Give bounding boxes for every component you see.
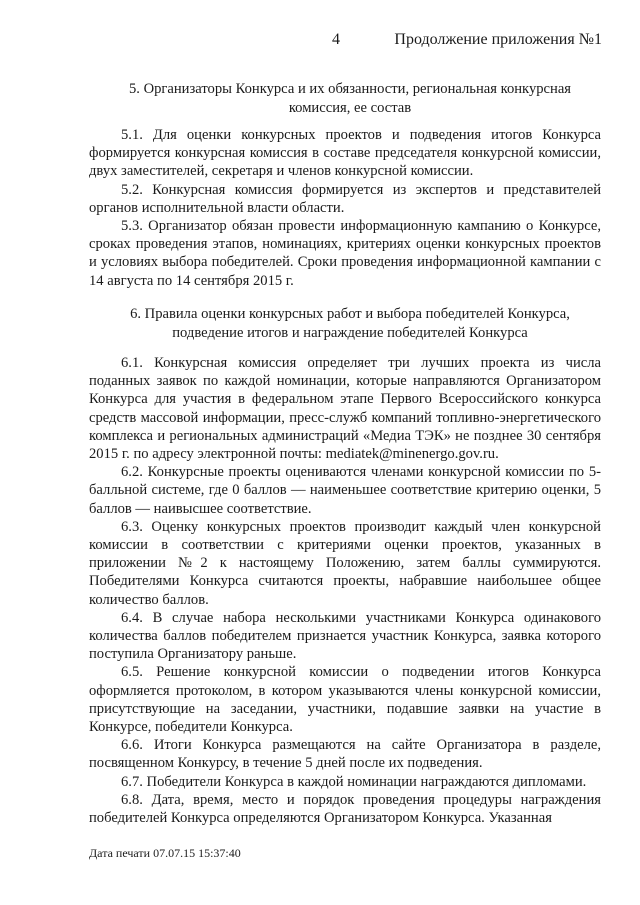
paragraph-6-1: 6.1. Конкурсная комиссия определяет три лучших проекта из числа поданных заявок по каждой номинации, которые направляются Организатором Конкурса для участия в федеральном этапе Первого Всероссийского конкурса средств массовой информации, пресс-служб компаний топливно-энергетического комплекса и региональных администраций «Медиа ТЭК» не позднее 30 сентября 2015 г. по адресу электронной почты: mediatek@minenergo.gov.ru. <box>89 355 601 463</box>
paragraph-5-1: 5.1. Для оценки конкурсных проектов и подведения итогов Конкурса формируется конкурсная комиссия в составе председателя конкурсной комиссии, двух заместителей, секретаря и членов конкурсной комиссии. <box>89 127 601 180</box>
paragraph-6-6: 6.6. Итоги Конкурса размещаются на сайте Организатора в разделе, посвященном Конкурсу, в течение 5 дней после их подведения. <box>89 737 601 772</box>
paragraph-6-5: 6.5. Решение конкурсной комиссии о подведении итогов Конкурса оформляется протоколом, в котором указываются члены конкурсной комиссии, присутствующие на заседании, участники, подавшие заявки на участие в Конкурсе, победители Конкурса. <box>89 664 601 736</box>
section-5-heading <box>90 80 610 118</box>
section-6-heading <box>90 305 610 343</box>
paragraph-6-3: 6.3. Оценку конкурсных проектов производит каждый член конкурсной комиссии в соответствии с критериями оценки проектов, указанных в приложении №2 к настоящему Положению, затем баллы суммируются. Победителями Конкурса считаются проекты, набравшие наибольшее общее количество баллов. <box>89 518 601 608</box>
section-5-body <box>89 126 601 290</box>
section-5-heading-line-2: комиссия, ее состав <box>288 100 412 116</box>
section-6-heading-line-1: 6. Правила оценки конкурсных работ и выбора победителей Конкурса, <box>130 306 570 322</box>
print-date-footer: Дата печати 07.07.15 15:37:40 <box>89 846 241 860</box>
paragraph-6-2: 6.2. Конкурсные проекты оцениваются членами конкурсной комиссии по 5-балльной системе, где 0 баллов — наименьшее соответствие критерию оценки, 5 баллов — наивысшее соответствие. <box>89 464 601 517</box>
paragraph-5-3: 5.3. Организатор обязан провести информационную кампанию о Конкурсе, сроках проведения этапов, номинациях, критериях оценки конкурсных проектов и условиях выбора победителей. Сроки проведения информационной кампании с 14 августа по 14 сентября 2015 г. <box>89 218 601 289</box>
paragraph-6-8: 6.8. Дата, время, место и порядок проведения процедуры награждения победителей Конкурса определяются Организатором Конкурса. Указанная <box>89 791 601 827</box>
appendix-continuation-header: Продолжение приложения №1 <box>394 31 602 48</box>
paragraph-6-4: 6.4. В случае набора несколькими участниками Конкурса одинакового количества баллов победителем признается участник Конкурса, заявка которого поступила Организатору раньше. <box>89 609 601 663</box>
section-6-body <box>89 354 601 827</box>
paragraph-5-2: 5.2. Конкурсная комиссия формируется из экспертов и представителей органов исполнительной власти области. <box>89 181 601 216</box>
page-number: 4 <box>332 31 340 48</box>
section-5-heading-line-1: 5. Организаторы Конкурса и их обязанности, региональная конкурсная <box>128 81 572 97</box>
paragraph-6-7: 6.7. Победители Конкурса в каждой номинации награждаются дипломами. <box>121 773 587 790</box>
section-6-heading-line-2: подведение итогов и награждение победителей Конкурса <box>172 325 528 341</box>
